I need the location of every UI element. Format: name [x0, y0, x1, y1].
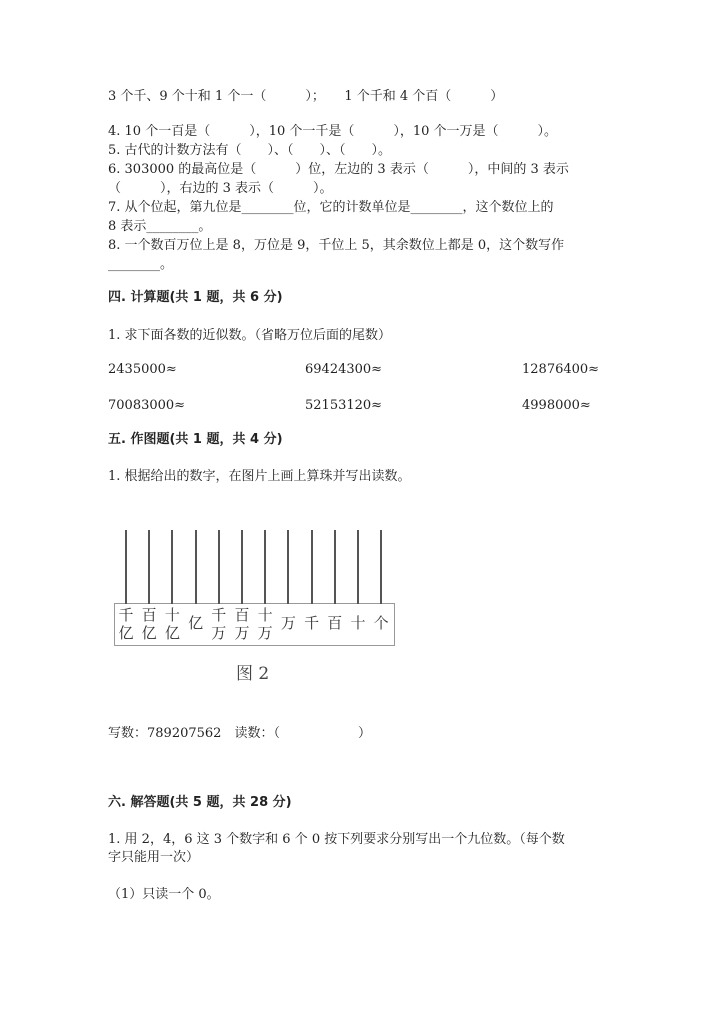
question-8-cont: ________。: [108, 257, 174, 272]
section-6-q1-cont: 字只能用一次）: [108, 850, 200, 865]
abacus-place-label: [302, 614, 322, 632]
approx-item: 52153120≈: [305, 398, 383, 413]
abacus-place-label: [116, 606, 136, 642]
approx-item: 4998000≈: [522, 398, 591, 413]
approx-item: 70083000≈: [108, 398, 186, 413]
abacus-label-char: 万: [257, 624, 273, 642]
section-6-q1: 1. 用 2，4，6 这 3 个数字和 6 个 0 按下列要求分别写出一个九位数。（每个数: [108, 832, 565, 847]
abacus-label-char: 万: [280, 614, 296, 632]
abacus-label-char: 千: [304, 614, 320, 632]
abacus-place-label: [255, 606, 275, 642]
abacus-label-char: 千: [118, 606, 134, 624]
abacus-rod: [357, 530, 359, 604]
abacus-label-char: 亿: [141, 624, 157, 642]
question-7-cont: 8 表示________。: [108, 219, 212, 234]
section-5-title: 五. 作图题(共 1 题，共 4 分): [108, 432, 283, 447]
section-6-title: 六. 解答题(共 5 题，共 28 分): [108, 795, 292, 810]
approx-item: 69424300≈: [305, 362, 383, 377]
q3-line: 3 个千、9 个十和 1 个一（ ）； 1 个千和 4 个百（ ）: [108, 89, 504, 104]
abacus-label-char: 个: [373, 614, 389, 632]
question-5: 5. 古代的计数方法有（ ）、（ ）、（ ）。: [108, 143, 392, 158]
abacus-label-char: 万: [211, 624, 227, 642]
abacus-rod: [287, 530, 289, 604]
abacus-place-label: [232, 606, 252, 642]
abacus-place-label: [371, 614, 391, 632]
abacus-rod: [380, 530, 382, 604]
abacus-rod: [125, 530, 127, 604]
approx-item: 2435000≈: [108, 362, 177, 377]
section-4-q1: 1. 求下面各数的近似数。（省略万位后面的尾数）: [108, 328, 392, 343]
question-6-cont: （ ），右边的 3 表示（ ）。: [108, 181, 333, 196]
abacus-rod: [311, 530, 313, 604]
abacus-place-label: [162, 606, 182, 642]
abacus-rod: [334, 530, 336, 604]
question-8: 8. 一个数百万位上是 8，万位是 9，千位上 5，其余数位上都是 0，这个数写作: [108, 238, 565, 253]
abacus-label-char: 十: [164, 606, 180, 624]
abacus-label-char: 千: [211, 606, 227, 624]
figure-caption: 图 2: [236, 664, 270, 684]
abacus-label-char: 百: [234, 606, 250, 624]
abacus-label-char: 百: [141, 606, 157, 624]
abacus-place-label: [278, 614, 298, 632]
abacus-rod: [148, 530, 150, 604]
abacus-label-char: 万: [234, 624, 250, 642]
abacus-place-label: [325, 614, 345, 632]
abacus-label-char: 亿: [164, 624, 180, 642]
abacus-label-char: 十: [257, 606, 273, 624]
abacus-label-char: 十: [350, 614, 366, 632]
abacus-place-label: [209, 606, 229, 642]
section-5-q1: 1. 根据给出的数字，在图片上画上算珠并写出读数。: [108, 469, 411, 484]
section-4-title: 四. 计算题(共 1 题，共 6 分): [108, 290, 283, 305]
section-5-answer: 写数：789207562 读数：（ ）: [108, 726, 371, 741]
abacus-label-char: 亿: [118, 624, 134, 642]
question-6: 6. 303000 的最高位是（ ）位，左边的 3 表示（ ），中间的 3 表示: [108, 162, 569, 177]
approx-item: 12876400≈: [522, 362, 600, 377]
abacus-place-label: [186, 614, 206, 632]
abacus-place-label: [348, 614, 368, 632]
abacus-rod: [264, 530, 266, 604]
abacus-rod: [241, 530, 243, 604]
abacus-rod: [195, 530, 197, 604]
question-7: 7. 从个位起，第九位是________位，它的计数单位是________，这个数位上的: [108, 200, 554, 215]
abacus-rod: [171, 530, 173, 604]
question-4: 4. 10 个一百是（ ），10 个一千是（ ），10 个一万是（ ）。: [108, 124, 558, 139]
abacus-label-char: 百: [327, 614, 343, 632]
abacus-rod: [218, 530, 220, 604]
abacus-label-char: 亿: [188, 614, 204, 632]
abacus-place-label: [139, 606, 159, 642]
section-6-q1-part1: （1）只读一个 0。: [108, 887, 220, 902]
